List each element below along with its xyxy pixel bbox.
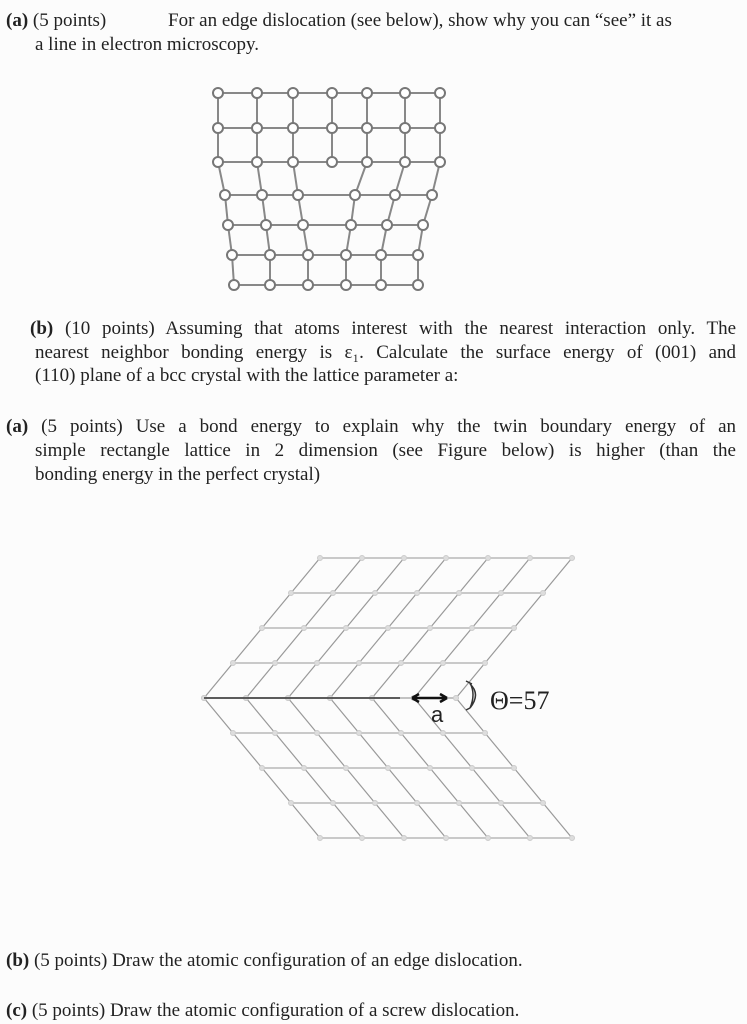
bond (417, 803, 446, 838)
bond (246, 698, 275, 733)
question-text: a line in electron microscopy. (35, 34, 260, 55)
question-text: (110) plane of a bcc crystal with the lattice parameter a: (35, 365, 459, 386)
atom (260, 626, 265, 631)
question-text: bonding energy in the perfect crystal) (35, 464, 321, 485)
atom (318, 556, 323, 561)
atom (315, 731, 320, 736)
atom (541, 591, 546, 596)
atom (260, 766, 265, 771)
bond (288, 698, 317, 733)
bond (288, 663, 317, 698)
bond (501, 558, 530, 593)
atom (570, 556, 575, 561)
atom (457, 801, 462, 806)
bond (388, 768, 417, 803)
question-text: (5 points) Draw the atomic configuration of an edge dislocation. (33, 950, 523, 971)
atom (318, 836, 323, 841)
bond (514, 768, 543, 803)
atom (486, 556, 491, 561)
bond (246, 663, 275, 698)
atom (360, 836, 365, 841)
atom (528, 836, 533, 841)
atom (357, 731, 362, 736)
bond (346, 768, 375, 803)
question-label: (a) (6, 416, 29, 437)
atom (231, 661, 236, 666)
atom (231, 731, 236, 736)
bond (291, 803, 320, 838)
bond (262, 593, 291, 628)
atom (457, 591, 462, 596)
angle-label: Θ=57 (490, 686, 550, 715)
atom (289, 591, 294, 596)
atom (399, 731, 404, 736)
atom (402, 836, 407, 841)
bond (485, 628, 514, 663)
atom (454, 696, 459, 701)
question-text: simple rectangle lattice in 2 dimension (see Figure below) is higher (than the (35, 440, 736, 461)
atom (302, 626, 307, 631)
atom (512, 626, 517, 631)
bond (501, 803, 530, 838)
bond (204, 663, 233, 698)
bond (388, 593, 417, 628)
bond (333, 803, 362, 838)
atom (499, 591, 504, 596)
atom (315, 661, 320, 666)
bond (543, 803, 572, 838)
atom (331, 801, 336, 806)
atom (512, 766, 517, 771)
atom (444, 836, 449, 841)
bond (401, 733, 430, 768)
atom (470, 626, 475, 631)
bond (330, 663, 359, 698)
bond (485, 733, 514, 768)
atom (373, 801, 378, 806)
atom (273, 731, 278, 736)
question-label: (a) (6, 10, 29, 31)
atom (373, 591, 378, 596)
bond (401, 628, 430, 663)
double-arrow-icon (412, 694, 447, 702)
atom (386, 766, 391, 771)
atom (528, 556, 533, 561)
question-text: nearest neighbor bonding energy is ε₁. Calculate the surface energy of (001) and (35, 342, 736, 363)
bond (459, 803, 488, 838)
bond (233, 733, 262, 768)
atom (399, 661, 404, 666)
atom (483, 731, 488, 736)
question-text: (5 points) Use a bond energy to explain why the twin boundary energy of an (41, 416, 736, 437)
atom (444, 556, 449, 561)
bond (204, 698, 233, 733)
question-label: (b) (6, 950, 30, 971)
bond (372, 663, 401, 698)
bond (430, 768, 459, 803)
bond (304, 593, 333, 628)
bond (472, 593, 501, 628)
bond (346, 593, 375, 628)
bond (262, 768, 291, 803)
bond (317, 628, 346, 663)
bond (443, 628, 472, 663)
bond (514, 593, 543, 628)
bond (430, 593, 459, 628)
atom (331, 591, 336, 596)
angle-arc-icon (466, 681, 476, 710)
bond (359, 628, 388, 663)
atom (415, 591, 420, 596)
bond (275, 628, 304, 663)
atom (386, 626, 391, 631)
bond (372, 698, 401, 733)
atom (344, 766, 349, 771)
atom (357, 661, 362, 666)
bond (414, 663, 443, 698)
atom (344, 626, 349, 631)
atom (486, 836, 491, 841)
bond (459, 558, 488, 593)
bond (456, 663, 485, 698)
atom (428, 626, 433, 631)
atom (289, 801, 294, 806)
question-a1 (6, 10, 106, 32)
bond (375, 558, 404, 593)
question-text: (10 points) Assuming that atoms interest with the nearest interaction only. The (64, 318, 737, 339)
bond (375, 803, 404, 838)
atom (428, 766, 433, 771)
atom (441, 731, 446, 736)
bond (456, 698, 485, 733)
bond (330, 698, 359, 733)
question-text: For an edge dislocation (see below), show why you can “see” it as (168, 10, 672, 31)
lattice-parameter-label: a (431, 702, 444, 727)
bond (359, 733, 388, 768)
atom (402, 556, 407, 561)
atom (570, 836, 575, 841)
bond (291, 558, 320, 593)
bond (333, 558, 362, 593)
points: (5 points) (32, 10, 107, 31)
atom (441, 661, 446, 666)
bond (417, 558, 446, 593)
atom (541, 801, 546, 806)
atom (415, 801, 420, 806)
question-label: (c) (6, 1000, 28, 1021)
bond (233, 628, 262, 663)
question-text: (5 points) Draw the atomic configuration of a screw dislocation. (31, 1000, 520, 1021)
bond (275, 733, 304, 768)
atom (273, 661, 278, 666)
atom (360, 556, 365, 561)
atom (483, 661, 488, 666)
bond (543, 558, 572, 593)
atom (499, 801, 504, 806)
bond (472, 768, 501, 803)
bond (317, 733, 346, 768)
atom (302, 766, 307, 771)
question-label: (b) (30, 318, 54, 339)
bond (443, 733, 472, 768)
bond (304, 768, 333, 803)
atom (470, 766, 475, 771)
